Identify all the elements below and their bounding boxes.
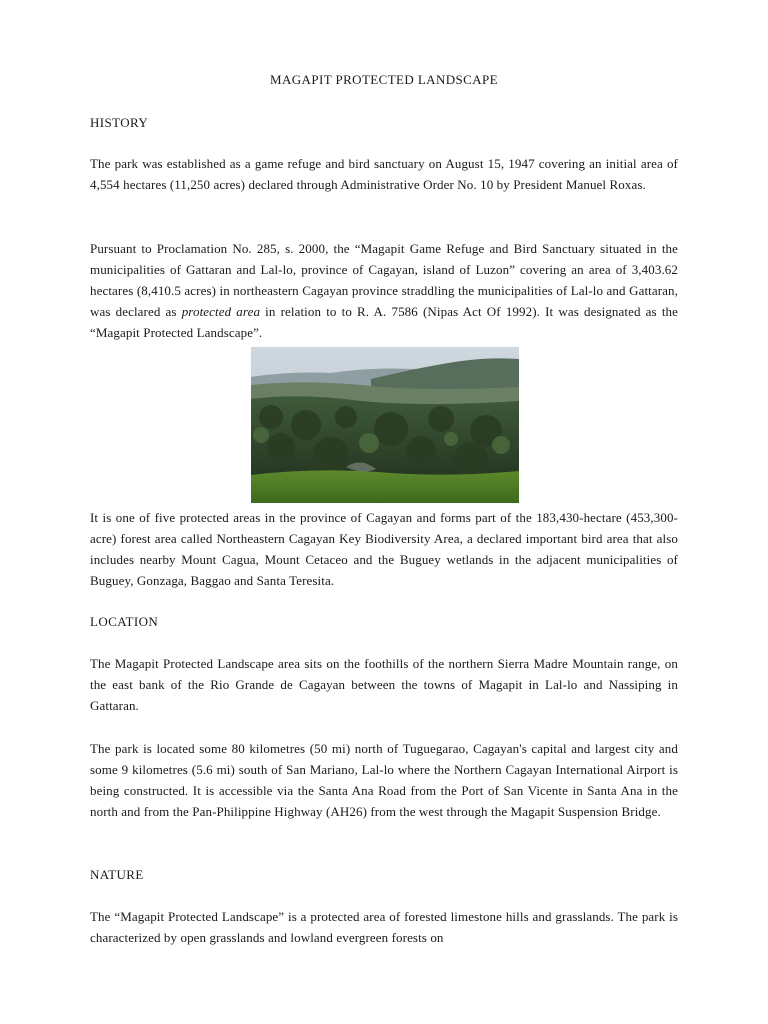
location-paragraph-1: The Magapit Protected Landscape area sits on the foothills of the northern Sierra Madre Mountain range, on the east bank of the Rio Grande de Cagayan between the towns of Magapit in Lal-lo and Nassiping in Gattaran. xyxy=(90,656,678,713)
history-paragraph-2 xyxy=(90,238,678,343)
history-paragraph-2-text-b: in relation to to R. A. 7586 (Nipas Act Of 1992). It was designated as the “Magapit Protected Landscape”. xyxy=(90,304,679,340)
history-paragraph-3: It is one of five protected areas in the province of Cagayan and forms part of the 183,430-hectare (453,300-acre) forest area called Northeastern Cagayan Key Biodiversity Area, a declared important bird area that also includes nearby Mount Cagua, Mount Cetaceo and the Buguey wetlands in the adjacent municipalities of Buguey, Gonzaga, Baggao and Santa Teresita. xyxy=(90,510,678,588)
location-paragraph-2: The park is located some 80 kilometres (50 mi) north of Tuguegarao, Cagayan's capital and largest city and some 9 kilometres (5.6 mi) south of San Mariano, Lal-lo where the Northern Cagayan International Airport is being constructed. It is accessible via the Santa Ana Road from the Port of San Vicente in Santa Ana in the north and from the Pan-Philippine Highway (AH26) from the west through the Magapit Suspension Bridge. xyxy=(90,741,678,819)
location-heading: LOCATION xyxy=(90,614,159,629)
landscape-photo xyxy=(251,347,519,503)
history-paragraph-1: The park was established as a game refuge and bird sanctuary on August 15, 1947 covering an initial area of 4,554 hectares (11,250 acres) declared through Administrative Order No. 10 by President Manuel Roxas. xyxy=(90,156,678,192)
nature-heading: NATURE xyxy=(90,867,144,882)
nature-paragraph-1: The “Magapit Protected Landscape” is a protected area of forested limestone hills and grasslands. The park is characterized by open grasslands and lowland evergreen forests on xyxy=(90,909,678,945)
document-title: MAGAPIT PROTECTED LANDSCAPE xyxy=(270,72,498,87)
history-heading: HISTORY xyxy=(90,115,149,130)
protected-area-italic: protected area xyxy=(181,304,261,319)
history-paragraph-2-text-a: Pursuant to Proclamation No. 285, s. 2000, the “Magapit Game Refuge and Bird Sanctuary situated in the municipalities of Gattaran and Lal-lo, province of Cagayan, island of Luzon” covering an area of 3,403.62 hectares (8,410.5 acres) in northeastern Cagayan province straddling the municipalities of Lal-lo and Gattaran, was declared as xyxy=(90,241,678,319)
